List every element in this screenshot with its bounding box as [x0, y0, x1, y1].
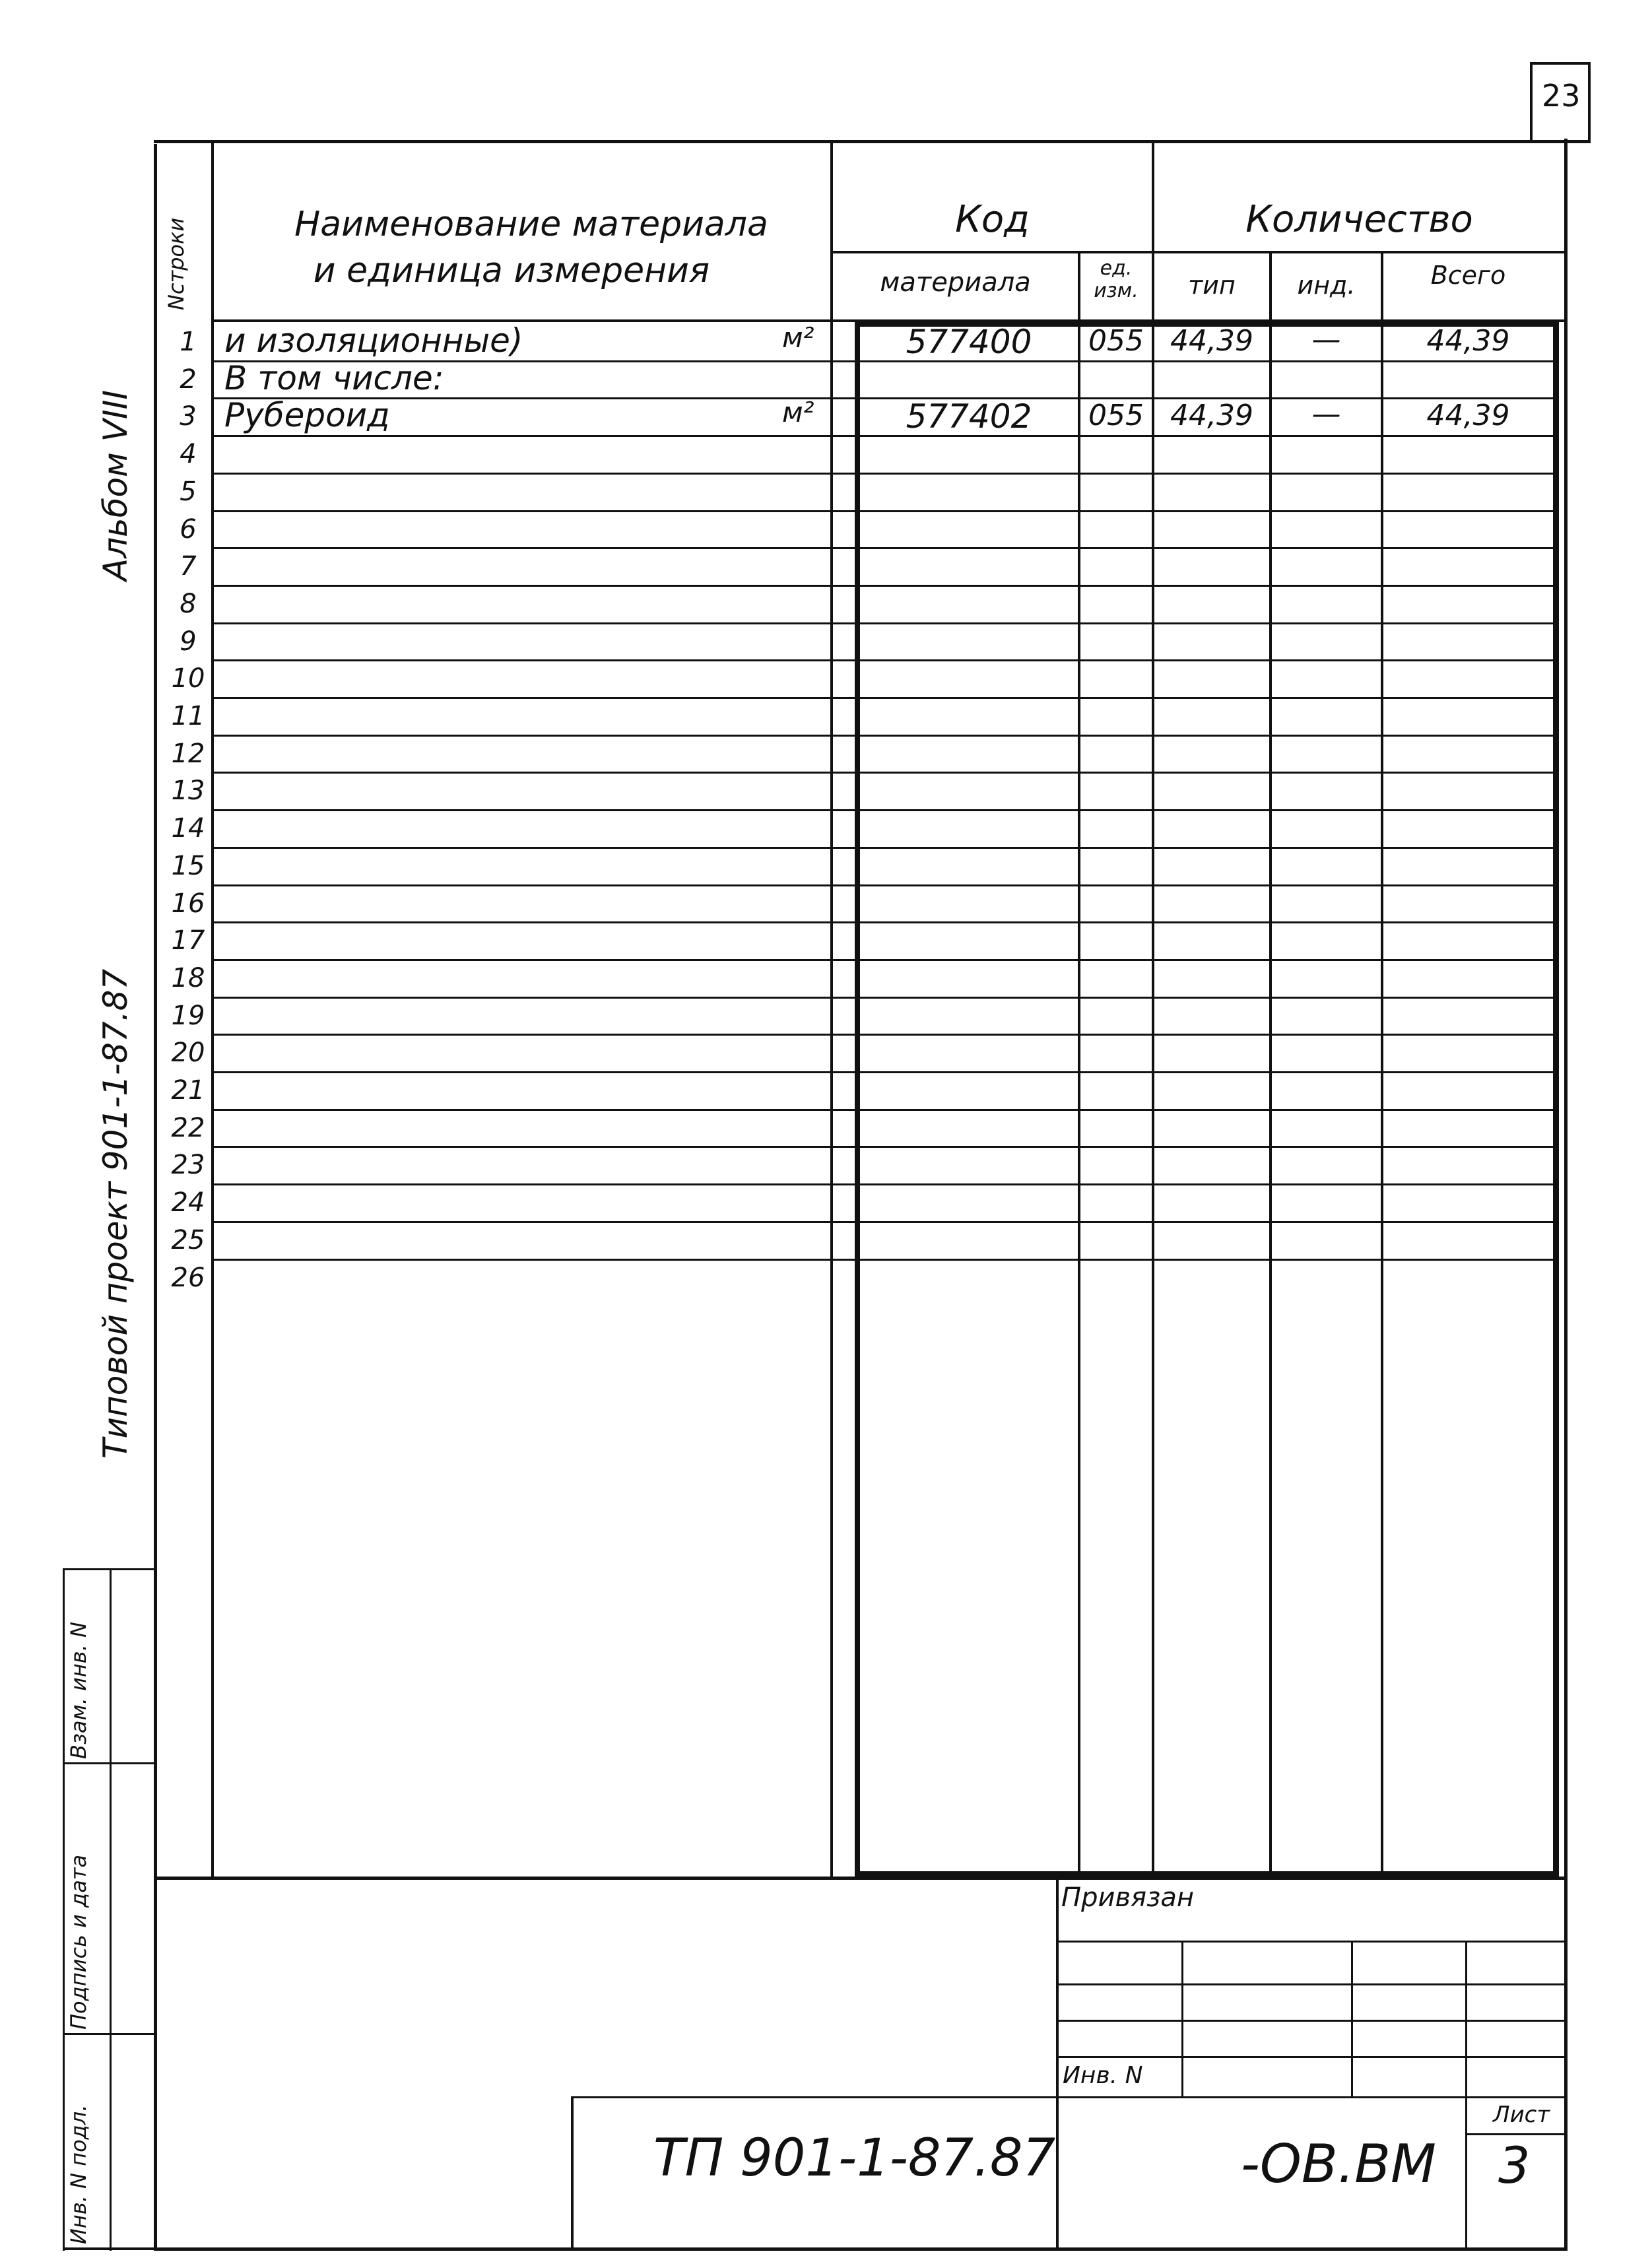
- page-number: 23: [1542, 78, 1581, 114]
- row-unit: м²: [782, 321, 814, 354]
- frame-right: [1564, 139, 1568, 2251]
- row-number: 8: [180, 589, 197, 619]
- col-divider-name: [830, 143, 833, 1879]
- row-line: [211, 772, 1558, 774]
- row-unit-code: 055: [1088, 324, 1144, 358]
- attached-label: Привязан: [1061, 1882, 1195, 1913]
- row-number: 18: [171, 963, 205, 993]
- row-line: [211, 697, 1558, 699]
- row-material-name: и изоляционные): [224, 321, 523, 360]
- row-qty-ind: —: [1311, 323, 1341, 356]
- row-line: [211, 884, 1558, 886]
- row-line: [211, 510, 1558, 512]
- row-number: 17: [171, 925, 205, 956]
- row-material-code: 577402: [906, 397, 1032, 436]
- row-qty-total: 44,39: [1426, 399, 1510, 432]
- row-number: 25: [171, 1225, 205, 1255]
- header-code-material: материала: [880, 267, 1031, 298]
- row-line: [211, 847, 1558, 849]
- header-qty-type: тип: [1188, 271, 1236, 300]
- header-name-line1: Наименование материала: [294, 205, 768, 244]
- stamp-replace-inv: Взам. инв. N: [66, 1622, 91, 1759]
- row-line: [211, 1071, 1558, 1073]
- header-code-group: Код: [955, 198, 1030, 241]
- frame-left: [154, 144, 157, 2251]
- document-designation-suffix: -ОВ.ВМ: [1241, 2133, 1437, 2195]
- row-line: [211, 1221, 1558, 1223]
- header-qty-ind: инд.: [1297, 271, 1356, 300]
- row-unit: м²: [782, 396, 814, 428]
- row-qty-type: 44,39: [1170, 399, 1253, 432]
- row-line: [211, 809, 1558, 811]
- row-material-name: В том числе:: [224, 359, 444, 397]
- row-material-name: Рубероид: [224, 396, 390, 434]
- row-qty-total: 44,39: [1426, 324, 1510, 358]
- row-number: 13: [171, 776, 205, 806]
- row-number: 2: [180, 364, 197, 395]
- header-qty-total: Всего: [1430, 261, 1506, 290]
- row-line: [211, 585, 1558, 587]
- inv-number-label: Инв. N: [1063, 2062, 1143, 2089]
- row-number: 5: [180, 477, 197, 507]
- document-designation: ТП 901-1-87.87: [653, 2129, 1056, 2188]
- row-number: 9: [180, 626, 197, 657]
- row-number: 16: [171, 888, 205, 919]
- row-number: 11: [171, 701, 205, 731]
- row-unit-code: 055: [1088, 399, 1144, 432]
- row-line: [211, 1034, 1558, 1036]
- project-label: Типовой проект 901-1-87.87: [96, 968, 135, 1459]
- header-code-unit: ед. изм.: [1094, 257, 1139, 302]
- row-line: [211, 1146, 1558, 1148]
- header-qty-group: Количество: [1245, 198, 1473, 241]
- row-number: 24: [171, 1187, 205, 1218]
- row-number: 20: [171, 1038, 205, 1068]
- sheet-label: Лист: [1493, 2102, 1550, 2128]
- row-line: [211, 473, 1558, 475]
- row-number: 12: [171, 739, 205, 769]
- row-qty-ind: —: [1311, 397, 1341, 431]
- row-number: 4: [180, 439, 197, 469]
- row-line: [211, 1109, 1558, 1111]
- row-line: [211, 921, 1558, 923]
- row-line: [211, 997, 1558, 999]
- row-number: 19: [171, 1001, 205, 1031]
- row-number: 14: [171, 813, 205, 844]
- row-line: [211, 659, 1558, 661]
- row-qty-type: 44,39: [1170, 324, 1253, 358]
- frame-bottom: [154, 2247, 1568, 2251]
- sheet-value: 3: [1498, 2136, 1531, 2195]
- row-number: 15: [171, 851, 205, 881]
- album-label: Альбом VIII: [96, 389, 135, 581]
- header-name-line2: и единица измерения: [313, 251, 710, 290]
- row-number: 6: [180, 514, 197, 545]
- row-number: 3: [180, 401, 197, 432]
- row-number: 23: [171, 1150, 205, 1180]
- row-material-code: 577400: [906, 323, 1032, 361]
- row-line: [211, 959, 1558, 961]
- frame-top: [154, 140, 1591, 143]
- row-number: 22: [171, 1113, 205, 1143]
- row-number: 1: [180, 327, 197, 357]
- row-number: 21: [171, 1075, 205, 1106]
- stamp-signature-date: Подпись и дата: [66, 1854, 91, 2030]
- header-row-number: Nстроки: [164, 217, 189, 310]
- row-line: [211, 735, 1558, 737]
- row-line: [211, 1183, 1558, 1185]
- row-number: 10: [171, 663, 205, 694]
- row-line: [211, 547, 1558, 549]
- row-line: [211, 1259, 1558, 1261]
- row-number: 7: [180, 551, 197, 582]
- stamp-inv-original: Инв. N подл.: [66, 2104, 91, 2244]
- row-number: 26: [171, 1263, 205, 1293]
- row-line: [211, 622, 1558, 624]
- col-divider-rowno: [211, 143, 214, 1879]
